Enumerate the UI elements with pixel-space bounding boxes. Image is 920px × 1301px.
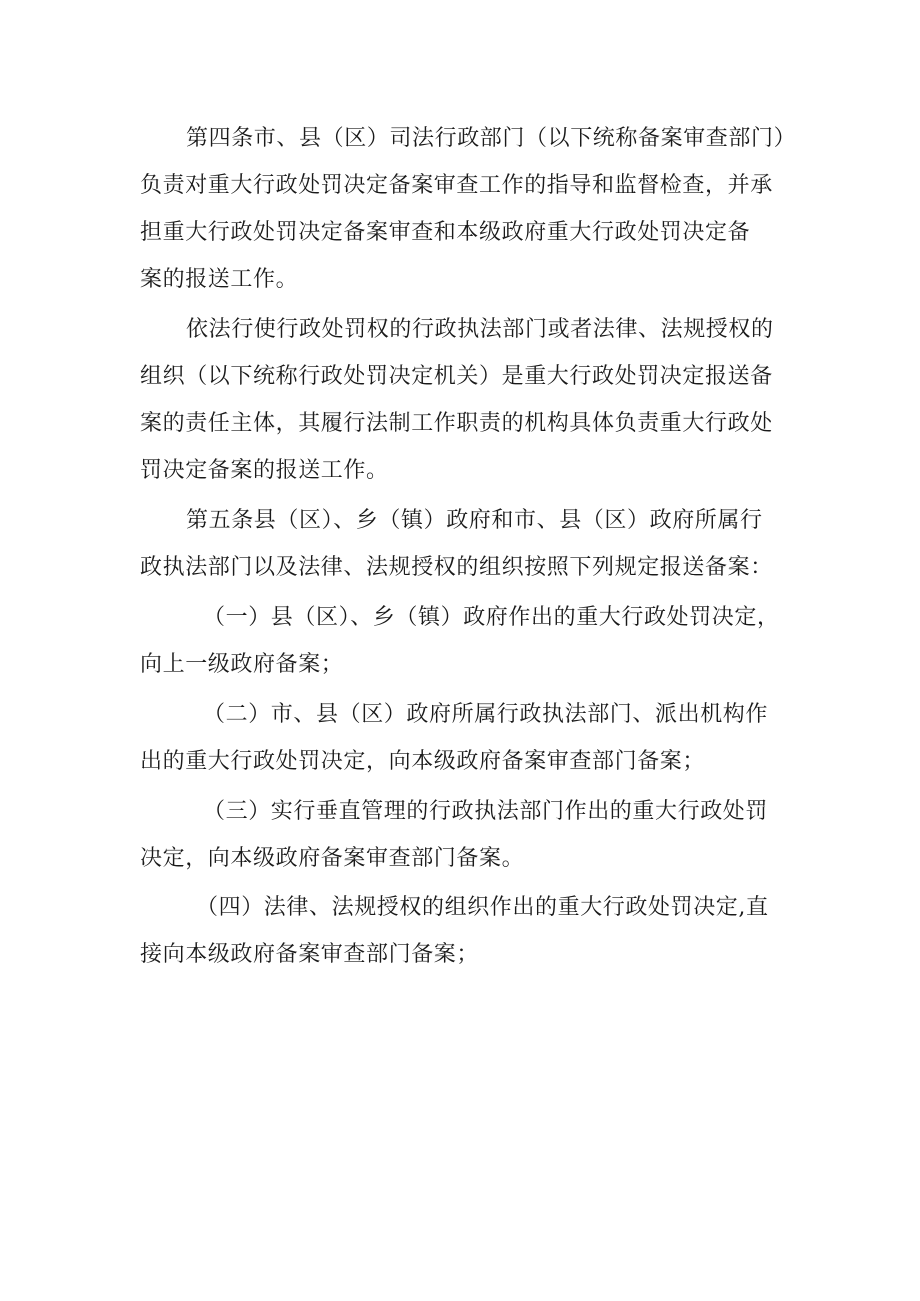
item-3-line-1: （三）实行垂直管理的行政执法部门作出的重大行政处罚 xyxy=(203,799,769,824)
item-3-line-2: 决定，向本级政府备案审查部门备案。 xyxy=(140,846,525,871)
article-4-line-2: 负责对重大行政处罚决定备案审查工作的指导和监督检查，并承 xyxy=(140,173,773,198)
article-4-para-2-line-2: 组织（以下统称行政处罚决定机关）是重大行政处罚决定报送备 xyxy=(140,364,773,389)
article-5-line-1: 第五条县（区）、乡（镇）政府和市、县（区）政府所属行 xyxy=(186,508,763,533)
article-4-para-2-line-4: 罚决定备案的报送工作。 xyxy=(140,458,389,483)
article-4-line-4: 案的报送工作。 xyxy=(140,267,299,292)
item-4-line-1: （四）法律、法规授权的组织作出的重大行政处罚决定,直 xyxy=(196,895,769,920)
item-2-line-1: （二）市、县（区）政府所属行政执法部门、派出机构作 xyxy=(203,702,769,727)
article-4-para-2-line-1: 依法行使行政处罚权的行政执法部门或者法律、法规授权的 xyxy=(186,317,774,342)
item-2-line-2: 出的重大行政处罚决定，向本级政府备案审查部门备案； xyxy=(140,749,706,774)
item-4-line-2: 接向本级政府备案审查部门备案； xyxy=(140,942,480,967)
article-4-line-3: 担重大行政处罚决定备案审查和本级政府重大行政处罚决定备 xyxy=(140,220,751,245)
article-4-para-2-line-3: 案的责任主体，其履行法制工作职责的机构具体负责重大行政处 xyxy=(140,411,773,436)
article-5-line-2: 政执法部门以及法律、法规授权的组织按照下列规定报送备案： xyxy=(140,555,773,580)
item-1-line-2: 向上一级政府备案； xyxy=(140,652,344,677)
article-4-line-1: 第四条市、县（区）司法行政部门（以下统称备案审查部门） xyxy=(186,126,797,151)
item-1-line-1: （一）县（区）、乡（镇）政府作出的重大行政处罚决定， xyxy=(203,605,780,630)
